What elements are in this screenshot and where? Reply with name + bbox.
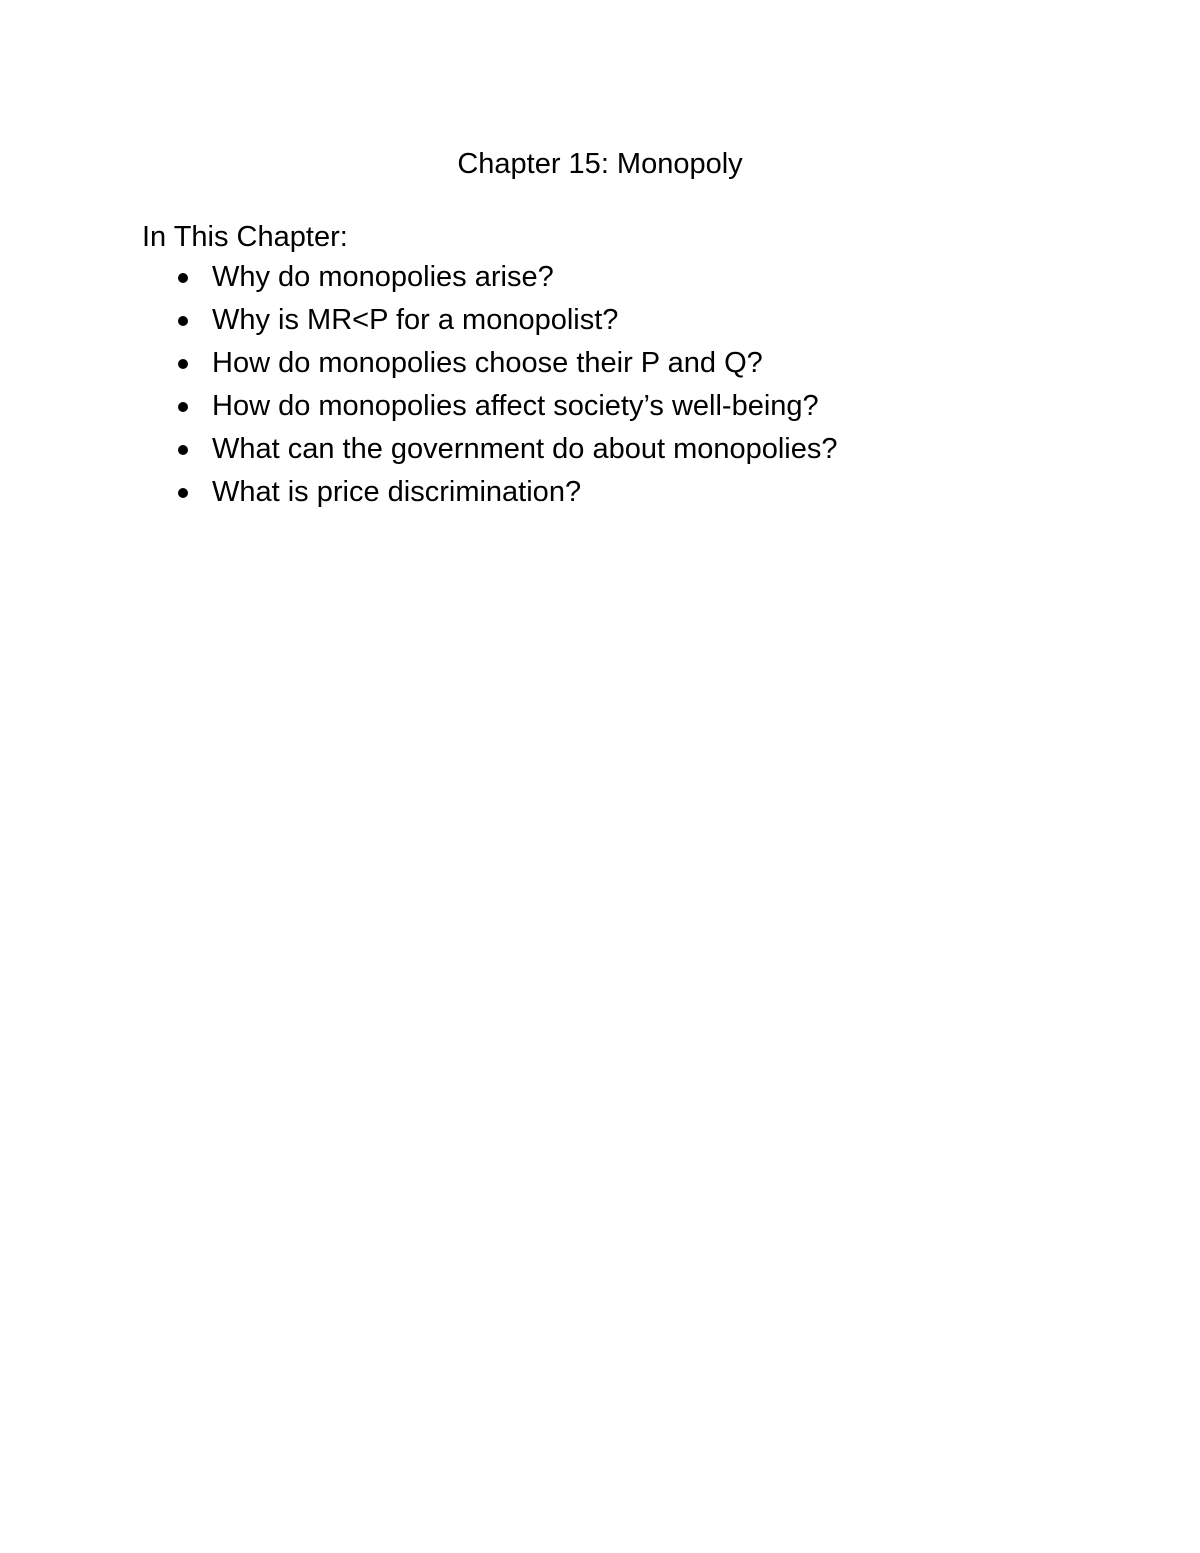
bullet-icon [178,402,188,412]
bullet-icon [178,488,188,498]
list-item-text: What can the government do about monopolies? [212,433,838,465]
section-heading: In This Chapter: [142,221,348,253]
list-item-text: How do monopolies choose their P and Q? [212,347,763,379]
list-item-text: How do monopolies affect society’s well-being? [212,390,819,422]
bullet-icon [178,316,188,326]
bullet-icon [178,273,188,283]
list-item-text: Why is MR<P for a monopolist? [212,304,619,336]
list-item-text: Why do monopolies arise? [212,261,554,293]
list-item-text: What is price discrimination? [212,476,582,508]
bullet-icon [178,445,188,455]
page-title: Chapter 15: Monopoly [457,148,743,180]
bullet-icon [178,359,188,369]
